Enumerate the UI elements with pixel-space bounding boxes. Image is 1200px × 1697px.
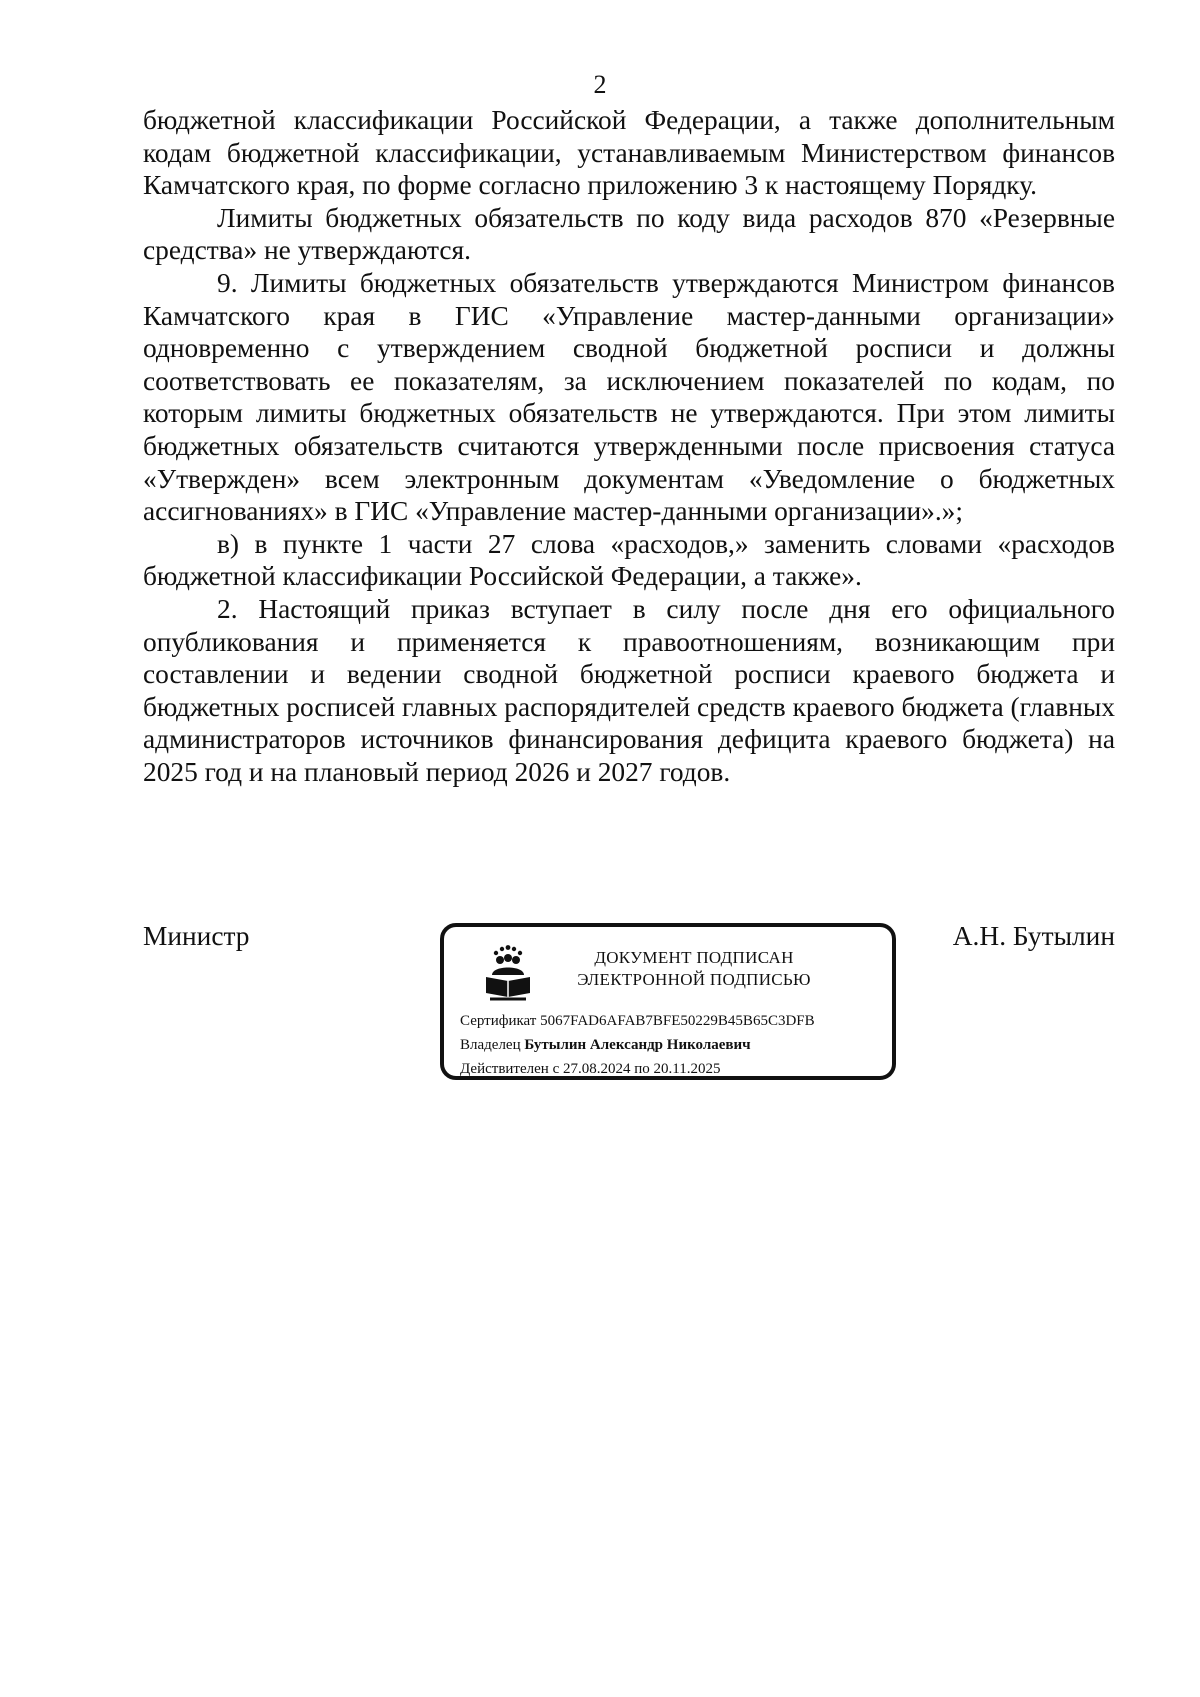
- paragraph-item-9: 9. Лимиты бюджетных обязательств утверждаются Министром финансов Камчатского края в ГИС «Управление мастер-данными организации» одновременно с утверждением сводной бюджетной росписи и должны соответствовать ее показателям, за исключением показателей по кодам, по которым лимиты бюджетных обязательств не утверждаются. При этом лимиты бюджетных обязательств считаются утвержденными после присвоения статуса «Утвержден» всем электронным документам «Уведомление о бюджетных ассигнованиях» в ГИС «Управление мастер-данными организации».»;: [143, 267, 1115, 527]
- paragraph-item-v: в) в пункте 1 части 27 слова «расходов,» заменить словами «расходов бюджетной классификации Российской Федерации, а также».: [143, 528, 1115, 592]
- valid-to-prefix: по: [634, 1061, 650, 1077]
- e-signature-stamp: [440, 923, 896, 1080]
- kamchatka-emblem-icon: [480, 943, 536, 1005]
- stamp-heading: [544, 947, 844, 991]
- body-text: [143, 104, 1115, 788]
- owner-value: Бутылин Александр Николаевич: [524, 1037, 751, 1053]
- certificate-label: Сертификат: [460, 1013, 537, 1029]
- stamp-heading-line1: ДОКУМЕНТ ПОДПИСАН: [594, 948, 794, 967]
- paragraph-reserve-limits: Лимиты бюджетных обязательств по коду вида расходов 870 «Резервные средства» не утверждаются.: [143, 202, 1115, 266]
- certificate-value: 5067FAD6AFAB7BFE50229B45B65C3DFB: [540, 1013, 815, 1029]
- stamp-validity: [460, 1060, 720, 1078]
- paragraph-continuation: бюджетной классификации Российской Федерации, а также дополнительным кодам бюджетной классификации, устанавливаемым Министерством финансов Камчатского края, по форме согласно приложению 3 к настоящему Порядку.: [143, 105, 1115, 201]
- paragraph-item-2: 2. Настоящий приказ вступает в силу после дня его официального опубликования и применяется к правоотношениям, возникающим при составлении и ведении сводной бюджетной росписи краевого бюджета и бюджетных росписей главных распорядителей средств краевого бюджета (главных администраторов источников финансирования дефицита краевого бюджета) на 2025 год и на плановый период 2026 и 2027 годов.: [143, 593, 1115, 787]
- stamp-heading-line2: ЭЛЕКТРОННОЙ ПОДПИСЬЮ: [577, 970, 811, 989]
- signer-title: Министр: [143, 921, 250, 951]
- valid-from: 27.08.2024: [562, 1061, 631, 1077]
- valid-from-prefix: с: [552, 1061, 560, 1077]
- stamp-owner: [460, 1036, 751, 1054]
- signer-name: А.Н. Бутылин: [952, 921, 1115, 951]
- valid-to: 20.11.2025: [653, 1061, 721, 1077]
- valid-label: Действителен: [460, 1061, 549, 1077]
- owner-label: Владелец: [460, 1037, 521, 1053]
- page-number: 2: [593, 70, 607, 99]
- stamp-certificate: [460, 1012, 815, 1030]
